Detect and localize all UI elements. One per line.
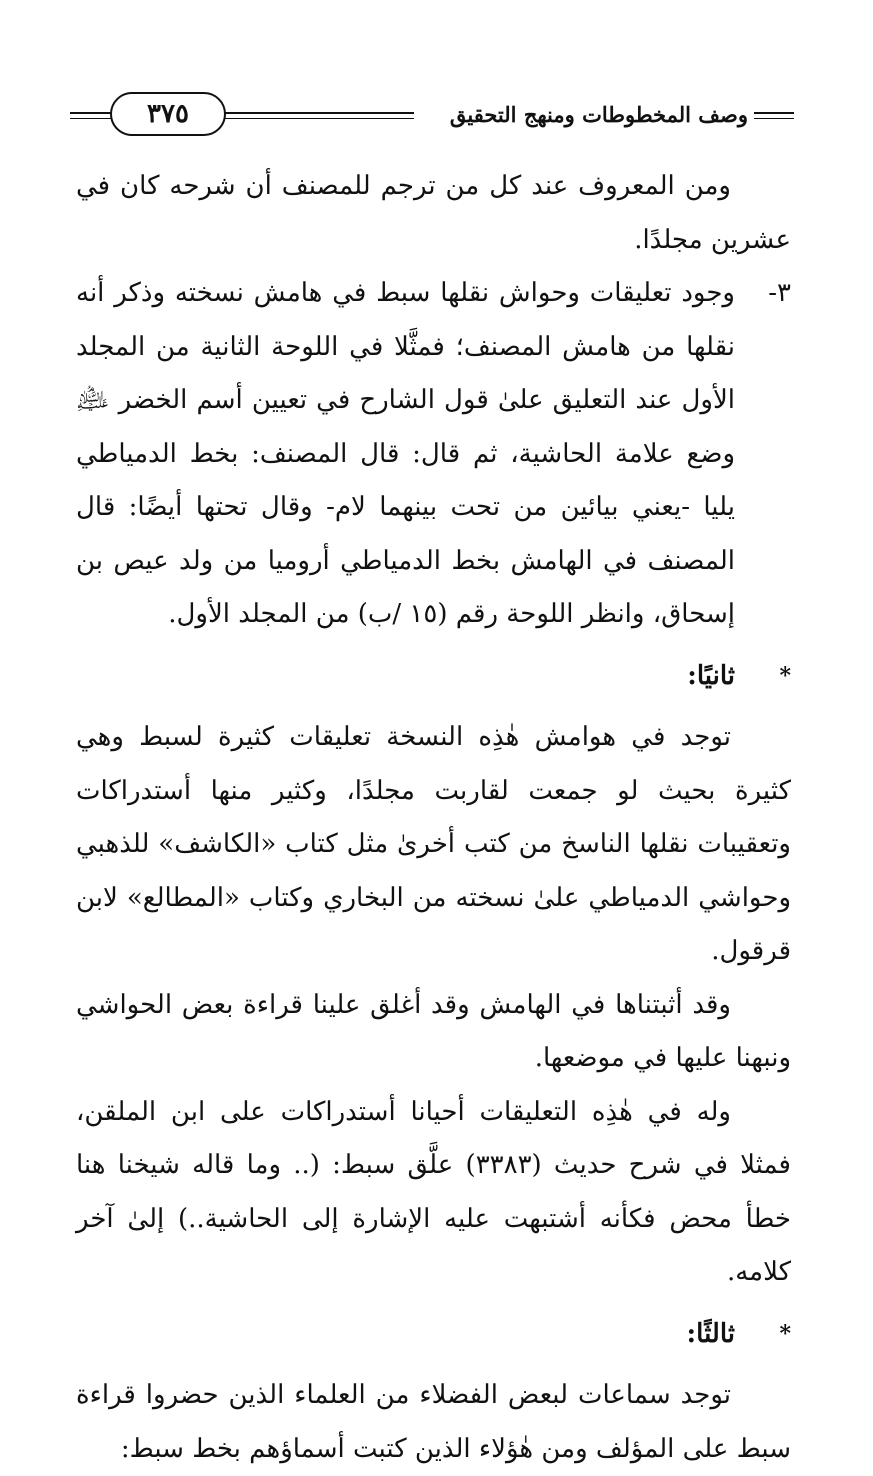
header-rule-right: [754, 112, 794, 119]
heading-label: ثانيًا:: [687, 660, 735, 691]
section-heading-third: [76, 1308, 791, 1362]
asterisk-icon: *: [779, 1320, 791, 1347]
header-rule-left: [70, 112, 114, 119]
header-rule-middle: [222, 112, 414, 119]
item-text: وجود تعليقات وحواش نقلها سبط في هامش نسخته وذكر أنه نقلها من هامش المصنف؛ فمثَّلا في اللوحة الثانية من المجلد الأول عند التعليق علىٰ قول الشارح في تعيين أسم الخضر ﵇ وضع علامة الحاشية، ثم قال: قال المصنف: بخط الدمياطي يليا -يعني بيائين من تحت بينهما لام- وقال تحتها أيضًا: قال المصنف في الهامش بخط الدمياطي أروميا من ولد عيص بن إسحاق، وانظر اللوحة رقم (١٥ /ب) من المجلد الأول.: [76, 278, 735, 629]
page-number: ٣٧٥: [110, 92, 226, 136]
asterisk-icon: *: [779, 662, 791, 689]
header-title: وصف المخطوطات ومنهج التحقيق: [444, 102, 754, 127]
item-number: ٣-: [768, 278, 791, 308]
paragraph-corrections: وله في هٰذِه التعليقات أحيانا أستدراكات على ابن الملقن، فمثلا في شرح حديث (٣٣٨٣) علَّق سبط: (.. وما قاله شيخنا هنا خطأ محض فكأنه أشتبهت عليه الإشارة إلى الحاشية..) إلىٰ آخر كلامه.: [76, 1096, 791, 1287]
paragraph-margins: توجد في هوامش هٰذِه النسخة تعليقات كثيرة لسبط وهي كثيرة بحيث لو جمعت لقاربت مجلدًا، وكثير منها أستدراكات وتعقيبات نقلها الناسخ من كتب أخرىٰ مثل كتاب «الكاشف» للذهبي وحواشي الدمياطي علىٰ نسخته من البخاري وكتاب «المطالع» لابن قرقول.: [76, 722, 791, 966]
heading-label: ثالثًا:: [686, 1318, 735, 1349]
numbered-item-3: [76, 267, 791, 642]
paragraph-noted: وقد أثبتناها في الهامش وقد أغلق علينا قراءة بعض الحواشي ونبهنا عليها في موضعها.: [76, 989, 791, 1073]
page-number-frame: [110, 92, 230, 136]
running-header: [70, 92, 794, 138]
paragraph-hearings: توجد سماعات لبعض الفضلاء من العلماء الذين حضروا قراءة سبط على المؤلف ومن هٰؤلاء الذين كتبت أسماؤهم بخط سبط:: [76, 1380, 791, 1464]
paragraph-intro: ومن المعروف عند كل من ترجم للمصنف أن شرحه كان في عشرين مجلدًا.: [76, 171, 791, 255]
page-body: [76, 160, 791, 1476]
section-heading-second: [76, 650, 791, 704]
